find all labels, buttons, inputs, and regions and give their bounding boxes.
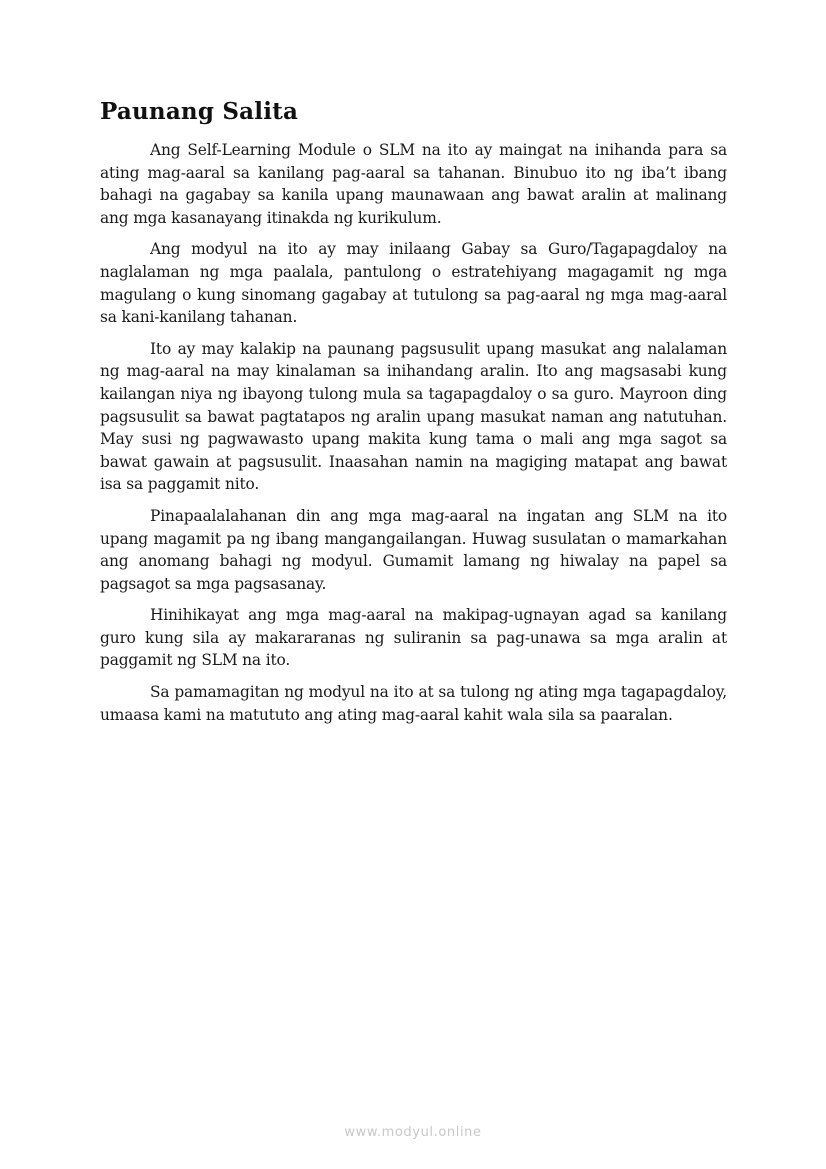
page-title: Paunang Salita: [100, 98, 299, 125]
page-content: [100, 98, 727, 735]
paragraph-6: Sa pamamagitan ng modyul na ito at sa tulong ng ating mga tagapagdaloy, umaasa kami na matututo ang ating mag-aaral kahit wala sila sa paaralan.: [100, 683, 727, 724]
paragraph-1: Ang Self-Learning Module o SLM na ito ay maingat na inihanda para sa ating mag-aaral sa kanilang pag-aaral sa tahanan. Binubuo ito ng iba’t ibang bahagi na gagabay sa kanila upang maunawaan ang bawat aralin at malinang ang mga kasanayang itinakda ng kurikulum.: [100, 141, 727, 227]
paragraph-4: Pinapaalalahanan din ang mga mag-aaral na ingatan ang SLM na ito upang magamit pa ng ibang mangangailangan. Huwag susulatan o mamarkahan ang anomang bahagi ng modyul. Gumamit lamang ng hiwalay na papel sa pagsagot sa mga pagsasanay.: [100, 506, 727, 593]
footer-watermark: www.modyul.online: [344, 1125, 482, 1140]
paragraph-2: Ang modyul na ito ay may inilaang Gabay sa Guro/Tagapagdaloy na naglalaman ng mga paalala, pantulong o estratehiyang magagamit ng mga magulang o kung sinomang gagabay at tutulong sa pag-aaral ng mga mag-aaral sa kani-kanilang tahanan.: [100, 240, 727, 327]
paragraph-5: Hinihikayat ang mga mag-aaral na makipag-ugnayan agad sa kanilang guro kung sila ay makararanas ng suliranin sa pag-unawa sa mga aralin at paggamit ng SLM na ito.: [100, 606, 727, 670]
paragraph-3: Ito ay may kalakip na paunang pagsusulit upang masukat ang nalalaman ng mag-aaral na may kinalaman sa inihandang aralin. Ito ang magsasabi kung kailangan niya ng ibayong tulong mula sa tagapagdaloy o sa guro. Mayroon ding pagsusulit sa bawat pagtatapos ng aralin upang masukat naman ang natutuhan. May susi ng pagwawasto upang makita kung tama o mali ang mga sagot sa bawat gawain at pagsusulit. Inaasahan namin na magiging matapat ang bawat isa sa paggamit nito.: [100, 339, 727, 494]
